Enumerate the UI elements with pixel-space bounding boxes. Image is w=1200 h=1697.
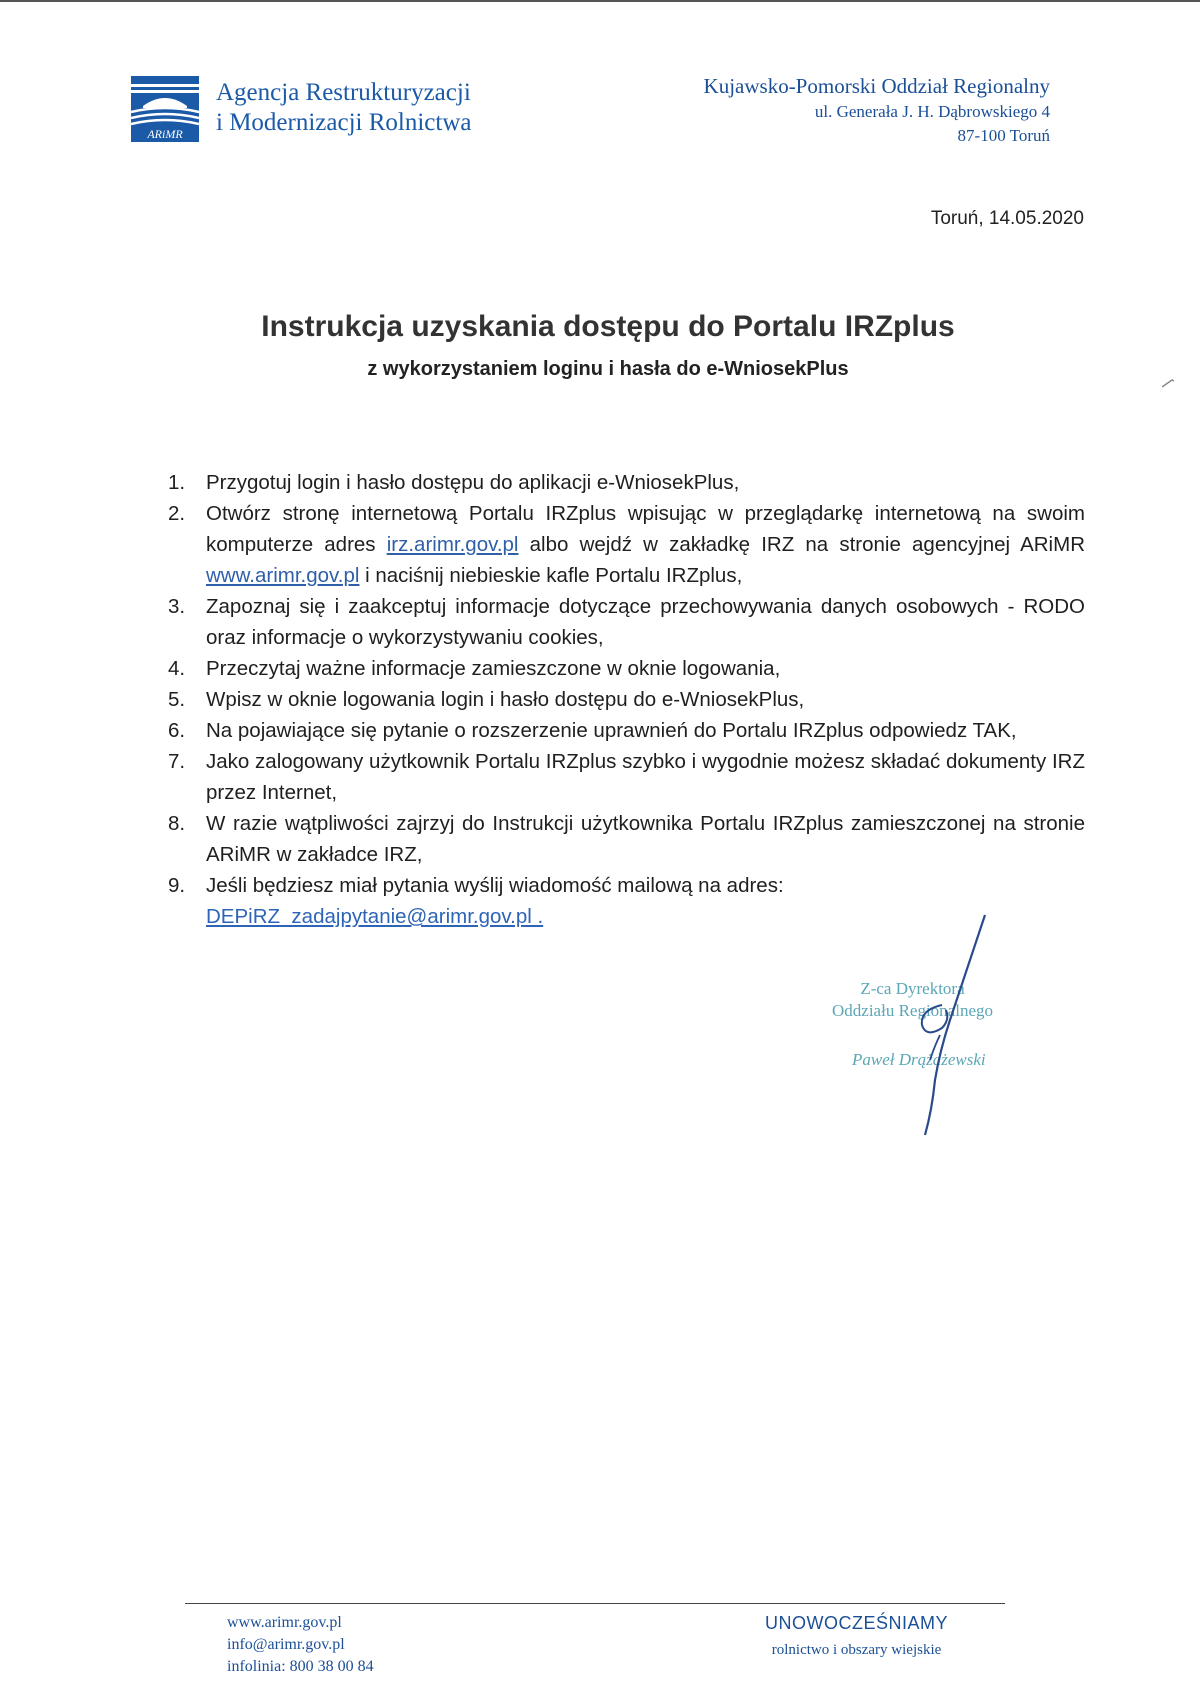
list-number: 3. bbox=[168, 595, 186, 618]
list-number: 5. bbox=[168, 688, 186, 711]
footer-contact bbox=[227, 1612, 374, 1678]
list-item bbox=[168, 808, 1085, 870]
office-name: Kujawsko-Pomorski Oddział Regionalny bbox=[703, 74, 1050, 98]
list-number: 9. bbox=[168, 874, 186, 897]
list-text: Wpisz w oknie logowania login i hasło dostępu do e-WniosekPlus, bbox=[206, 688, 805, 711]
list-item bbox=[168, 715, 1085, 746]
footer-website-link[interactable]: www.arimr.gov.pl bbox=[227, 1614, 342, 1631]
office-address bbox=[704, 72, 1050, 148]
document-title: Instrukcja uzyskania dostępu do Portalu IRZplus bbox=[261, 310, 955, 343]
office-city: 87-100 Toruń bbox=[957, 126, 1050, 145]
instruction-list bbox=[168, 467, 1085, 932]
arimr-website-link[interactable]: www.arimr.gov.pl bbox=[206, 564, 360, 587]
arimr-logo bbox=[131, 76, 199, 142]
list-number: 2. bbox=[168, 502, 186, 525]
list-text: Przeczytaj ważne informacje zamieszczone w oknie logowania, bbox=[206, 657, 781, 680]
document-date: Toruń, 14.05.2020 bbox=[930, 208, 1084, 229]
list-item bbox=[168, 591, 1085, 653]
list-item bbox=[168, 467, 1085, 498]
footer-slogan-block bbox=[765, 1613, 948, 1659]
list-text: Na pojawiające się pytanie o rozszerzenie uprawnień do Portalu IRZplus odpowiedz TAK, bbox=[206, 719, 1017, 742]
office-street: ul. Generała J. H. Dąbrowskiego 4 bbox=[814, 102, 1050, 121]
contact-email-link[interactable]: DEPiRZ_zadajpytanie@arimr.gov.pl . bbox=[206, 905, 544, 928]
list-text: Otwórz stronę internetową Portalu IRZplus wpisując w przeglądarkę internetową na swoim komputerze adres bbox=[206, 502, 1085, 556]
agency-line-2: i Modernizacji Rolnictwa bbox=[216, 109, 472, 136]
signature-name: Paweł Drążdżewski bbox=[852, 1050, 986, 1069]
footer-divider bbox=[185, 1603, 1005, 1604]
list-number: 4. bbox=[168, 657, 186, 680]
list-text: i naciśnij niebieskie kafle Portalu IRZplus, bbox=[359, 564, 743, 587]
agency-name bbox=[216, 78, 471, 138]
logo-text: ARiMR bbox=[147, 127, 183, 141]
footer-slogan: UNOWOCZEŚNIAMY bbox=[765, 1613, 949, 1633]
list-number: 6. bbox=[168, 719, 186, 742]
document-subtitle: z wykorzystaniem loginu i hasła do e-WniosekPlus bbox=[367, 358, 849, 380]
agency-line-1: Agencja Restrukturyzacji bbox=[216, 79, 471, 106]
list-number: 1. bbox=[168, 471, 186, 494]
list-text: Zapoznaj się i zaakceptuj informacje dotyczące przechowywania danych osobowych - RODO oraz informacje o wykorzystywaniu cookies, bbox=[206, 595, 1085, 649]
list-number: 8. bbox=[168, 812, 186, 835]
list-item bbox=[168, 684, 1085, 715]
scan-edge bbox=[0, 0, 1200, 2]
handwritten-signature bbox=[880, 910, 1000, 1140]
footer-tagline: rolnictwo i obszary wiejskie bbox=[771, 1642, 942, 1658]
list-number: 7. bbox=[168, 750, 186, 773]
signature-title-line-1: Z-ca Dyrektora bbox=[860, 979, 965, 998]
list-text: Jako zalogowany użytkownik Portalu IRZplus szybko i wygodnie możesz składać dokumenty IRZ przez Internet, bbox=[206, 750, 1085, 804]
list-text: albo wejdź w zakładkę IRZ na stronie agencyjnej ARiMR bbox=[518, 533, 1085, 556]
footer-email-link[interactable]: info@arimr.gov.pl bbox=[227, 1636, 345, 1653]
list-item bbox=[168, 653, 1085, 684]
footer-phone: infolinia: 800 38 00 84 bbox=[227, 1658, 374, 1675]
irz-link[interactable]: irz.arimr.gov.pl bbox=[386, 533, 519, 556]
list-text: Przygotuj login i hasło dostępu do aplikacji e-WniosekPlus, bbox=[206, 471, 740, 494]
list-text: W razie wątpliwości zajrzyj do Instrukcji użytkownika Portalu IRZplus zamieszczonej na stronie ARiMR w zakładce IRZ, bbox=[206, 812, 1085, 866]
signature-title-line-2: Oddziału Regionalnego bbox=[832, 1001, 993, 1020]
list-item bbox=[168, 498, 1085, 591]
list-item bbox=[168, 746, 1085, 808]
list-text: Jeśli będziesz miał pytania wyślij wiadomość mailową na adres: bbox=[206, 874, 784, 897]
